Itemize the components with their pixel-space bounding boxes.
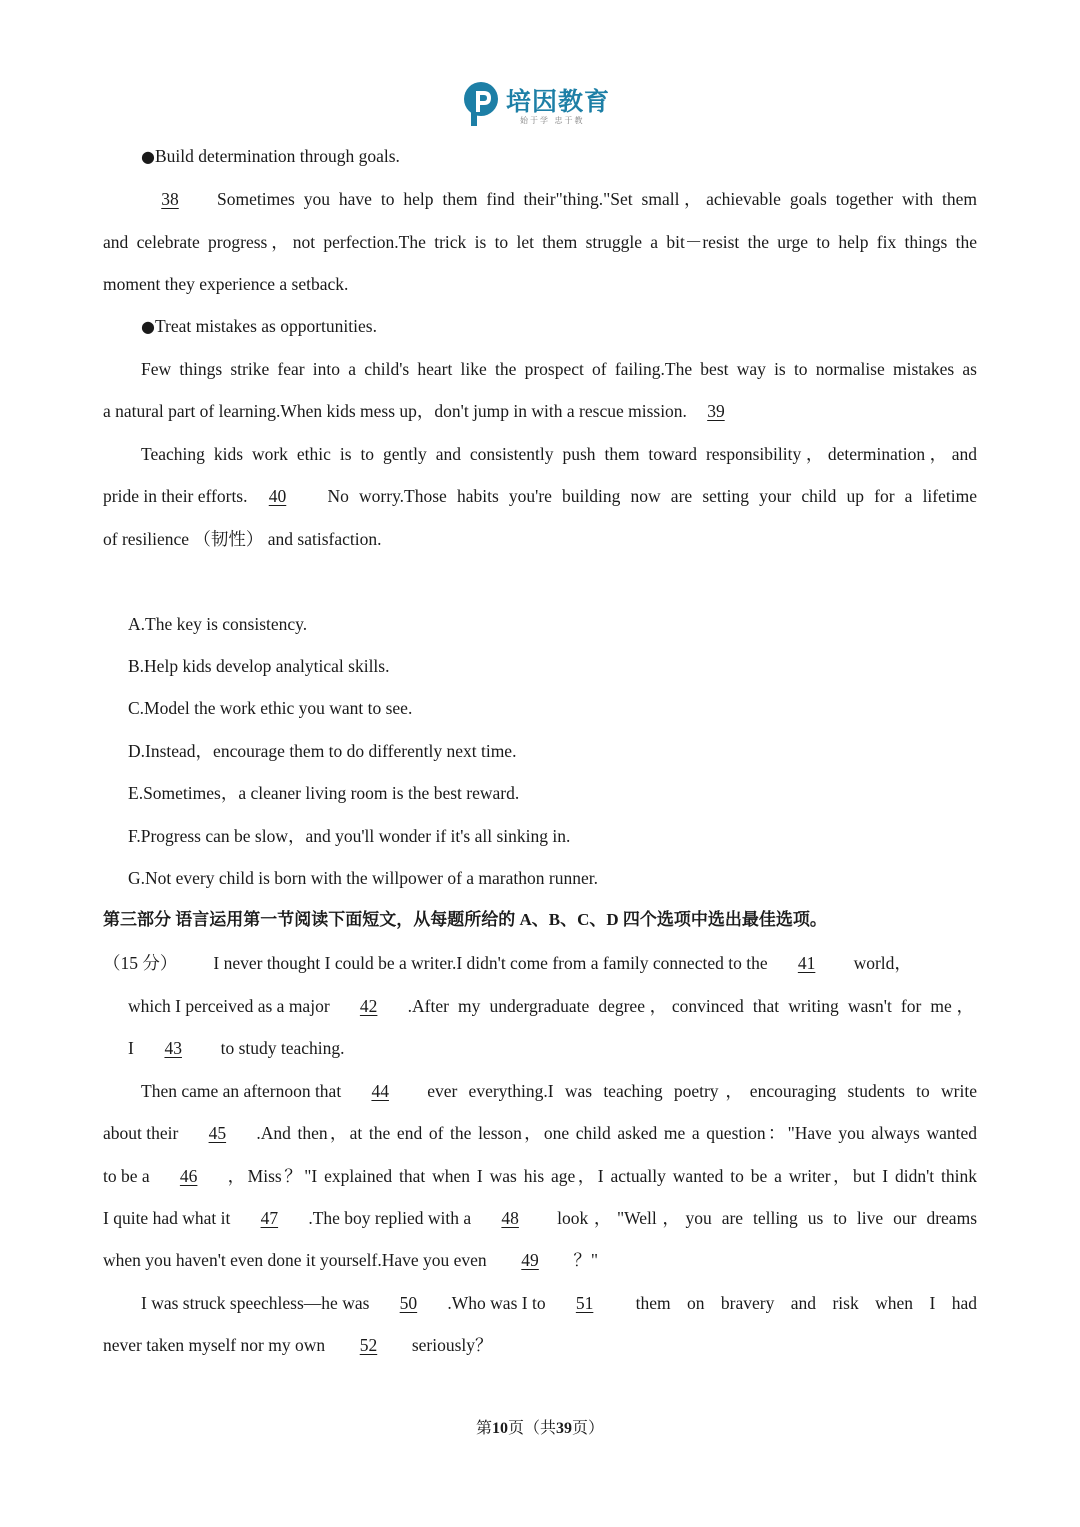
blank-42: 42 (359, 996, 378, 1016)
cloze-line-7: I quite had what it 47 .The boy replied with a 48 look，"Well，you are telling us to live our dreams (103, 1208, 977, 1228)
total-pages: 39 (556, 1420, 572, 1437)
blank-45: 45 (208, 1123, 227, 1143)
option-a: A.The key is consistency. (128, 614, 308, 634)
logo-name: 培因教育 (506, 87, 611, 116)
paragraph-39-line-1: Few things strike fear into a child's heart like the prospect of failing.The best way is to normalise mistakes as (141, 359, 977, 379)
paragraph-38-line-2: and celebrate progress，not perfection.The trick is to let them struggle a bit－resist the urge to help fix things the (103, 232, 977, 252)
blank-50: 50 (399, 1293, 418, 1313)
score-label: （15 分） (103, 953, 178, 973)
heading-goals: ●Build determination through goals. (141, 146, 400, 166)
blank-48: 48 (501, 1208, 519, 1228)
blank-41: 41 (797, 953, 816, 973)
cloze-line-5: about their 45 .And then，at the end of the lesson，one child asked me a question："Have you always wanted (103, 1123, 977, 1143)
brand-logo (462, 80, 622, 130)
option-f: F.Progress can be slow，and you'll wonder if it's all sinking in. (128, 826, 571, 846)
cloze-line-8: when you haven't even done it yourself.Have you even 49 ？" (103, 1250, 599, 1270)
cloze-line-4: Then came an afternoon that 44 ever everything.I was teaching poetry，encouraging students to write (141, 1081, 977, 1101)
blank-47: 47 (260, 1208, 279, 1228)
blank-49: 49 (521, 1250, 539, 1270)
option-b: B.Help kids develop analytical skills. (128, 656, 390, 676)
blank-39: 39 (707, 401, 725, 421)
blank-52: 52 (359, 1335, 378, 1355)
bullet-icon: ● (141, 317, 155, 336)
paragraph-38-line-1: 38 Sometimes you have to help them find their"thing."Set small，achievable goals together with them (141, 188, 977, 210)
blank-44: 44 (371, 1081, 389, 1101)
paragraph-40-line-3: of resilience （韧性） and satisfaction. (103, 529, 382, 549)
page-footer: 第10页（共39页） (475, 1420, 605, 1437)
logo-p-icon (462, 80, 500, 128)
blank-40: 40 (268, 486, 287, 506)
paragraph-39-line-2: a natural part of learning.When kids mess up，don't jump in with a rescue mission. 39 (103, 400, 745, 422)
logo-slogan: 始于学 忠于教 (520, 116, 585, 125)
cloze-line-1: （15 分） I never thought I could be a writer.I didn't come from a family connected to the 41 world， (103, 953, 912, 973)
paragraph-40-line-2: pride in their efforts. 40 No worry.Those habits you're building now are setting your child up for a lifetime (103, 486, 977, 506)
blank-46: 46 (179, 1166, 198, 1186)
blank-51: 51 (575, 1293, 594, 1313)
blank-38: 38 (161, 189, 179, 209)
cloze-line-10: never taken myself nor my own 52 seriously？ (103, 1335, 493, 1355)
bullet-icon: ● (141, 147, 155, 166)
paragraph-38-line-3: moment they experience a setback. (103, 274, 349, 294)
option-g: G.Not every child is born with the willpower of a marathon runner. (128, 868, 598, 888)
cloze-line-6: to be a 46 ，Miss？"I explained that when I was his age，I actually wanted to be a writer，but I didn't think (103, 1166, 977, 1186)
paragraph-40-line-1: Teaching kids work ethic is to gently and consistently push them toward responsibility，determination，and (141, 444, 977, 464)
option-d: D.Instead，encourage them to do differently next time. (128, 741, 517, 761)
section-heading: 第三部分 语言运用第一节阅读下面短文，从每题所给的 A、B、C、D 四个选项中选出最佳选项。 (103, 910, 827, 929)
blank-43: 43 (164, 1038, 182, 1058)
cloze-line-3: I 43 to study teaching. (128, 1038, 345, 1058)
option-e: E.Sometimes，a cleaner living room is the best reward. (128, 783, 520, 803)
option-c: C.Model the work ethic you want to see. (128, 698, 413, 718)
cloze-line-2: which I perceived as a major 42 .After my undergraduate degree，convinced that writing wasn't for me， (128, 996, 974, 1016)
page-number: 10 (491, 1420, 508, 1437)
heading-mistakes: ●Treat mistakes as opportunities. (141, 316, 377, 336)
cloze-line-9: I was struck speechless—he was 50 .Who was I to 51 them on bravery and risk when I had (141, 1293, 977, 1313)
